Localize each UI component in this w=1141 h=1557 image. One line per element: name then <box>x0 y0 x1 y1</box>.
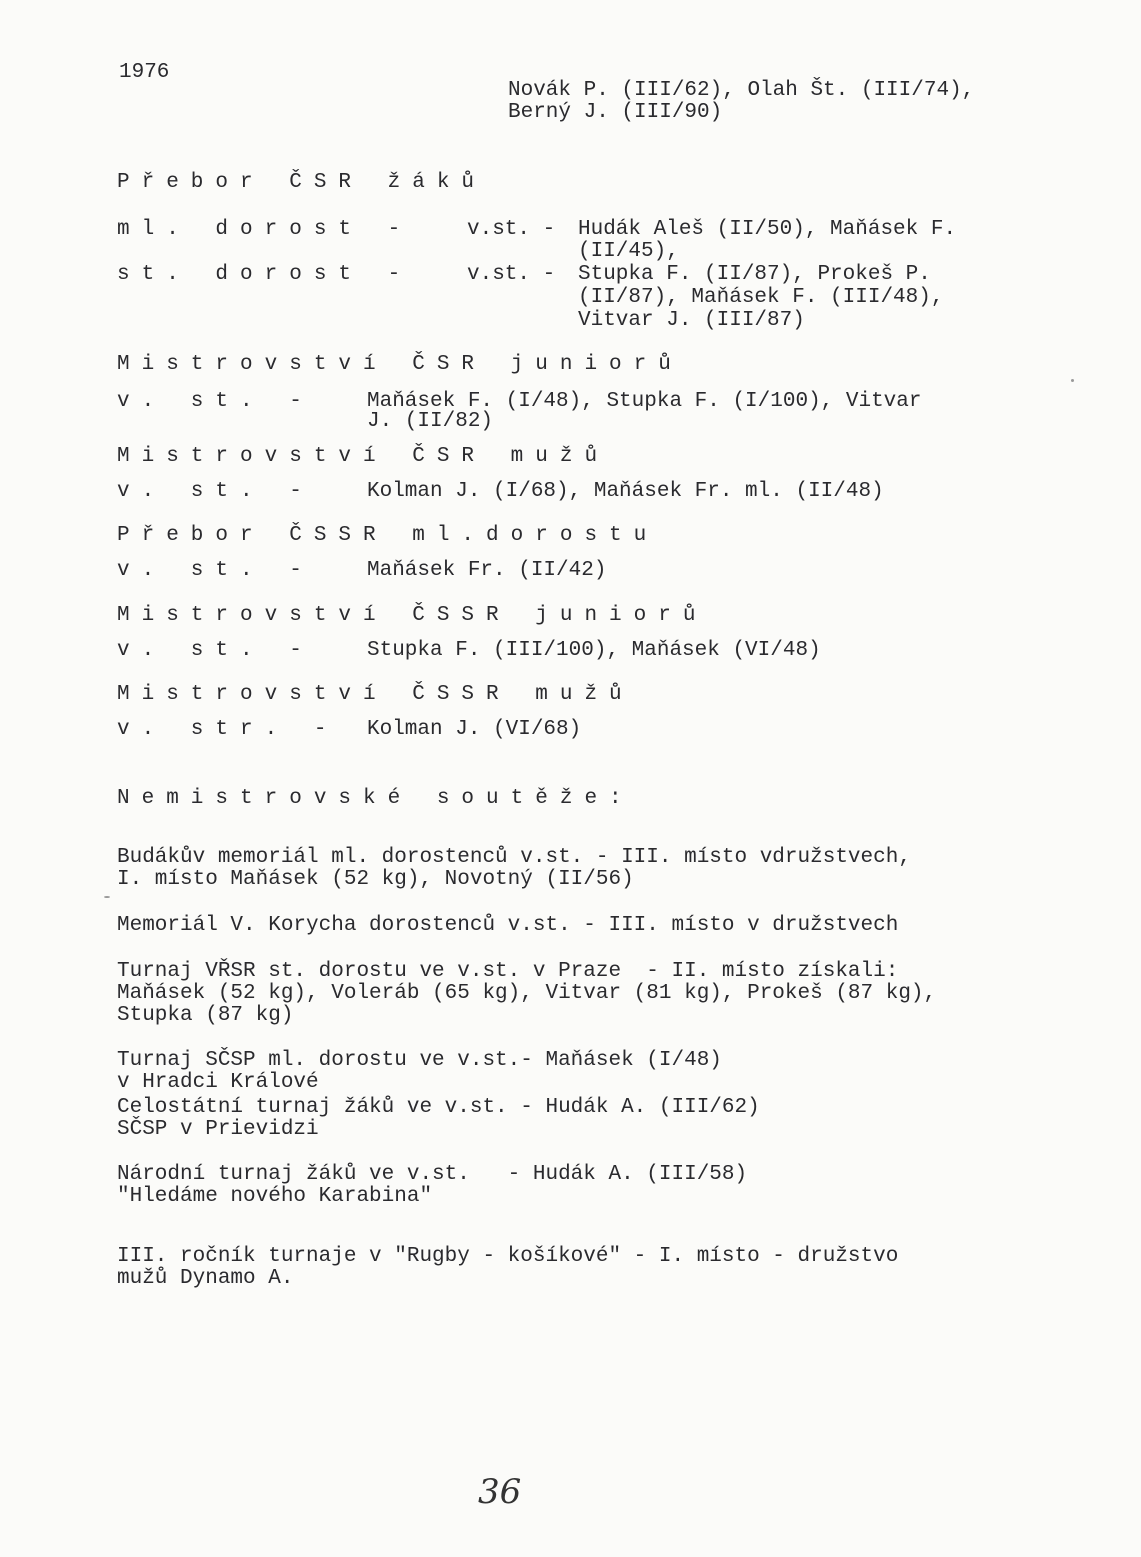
row-line: Maňásek Fr. (II/42) <box>367 559 607 582</box>
row-line: Stupka F. (II/87), Prokeš P. <box>578 263 931 286</box>
top-continuation-line-2: Berný J. (III/90) <box>508 101 723 124</box>
row-line: Stupka F. (III/100), Maňásek (VI/48) <box>367 639 821 662</box>
entry-line: Stupka (87 kg) <box>117 1004 294 1027</box>
entry-line: SČSP v Prievidzi <box>117 1118 319 1141</box>
row-discipline-ml-dorost: v.st. - <box>467 218 556 241</box>
entry-line: "Hledáme nového Karabina" <box>117 1185 433 1208</box>
row-label: v. st. - <box>117 639 314 662</box>
paper-speck <box>104 896 110 898</box>
row-line: (II/45), <box>578 240 679 263</box>
entry-line: Budákův memoriál ml. dorostenců v.st. - III. místo vdružstvech, <box>117 846 911 869</box>
row-label: v. st. - <box>117 559 314 582</box>
entry-line: III. ročník turnaje v "Rugby - košíkové" - I. místo - družstvo <box>117 1245 899 1268</box>
heading-prebor-cssr-ml-dorostu: Přebor ČSSR ml.dorostu <box>117 524 659 547</box>
entry-line: Národní turnaj žáků ve v.st. - Hudák A. (III/58) <box>117 1163 748 1186</box>
row-line: Maňásek F. (I/48), Stupka F. (I/100), Vitvar <box>367 390 922 413</box>
row-line: Kolman J. (I/68), Maňásek Fr. ml. (II/48) <box>367 480 884 503</box>
row-line: J. (II/82) <box>367 410 494 433</box>
row-line: Vitvar J. (III/87) <box>578 309 805 332</box>
row-label: v. st. - <box>117 480 314 503</box>
entry-line: Turnaj VŘSR st. dorostu ve v.st. v Praze - II. místo získali: <box>117 960 899 983</box>
row-label-ml-dorost: ml. dorost - <box>117 218 413 241</box>
row-discipline-st-dorost: v.st. - <box>467 263 556 286</box>
heading-mistrovstvi-csr-junioru: Mistrovství ČSR juniorů <box>117 353 683 376</box>
paper-speck <box>1071 379 1074 382</box>
heading-prebor-csr-zaku: Přebor ČSR žáků <box>117 171 487 194</box>
entry-line: I. místo Maňásek (52 kg), Novotný (II/56) <box>117 868 634 891</box>
page-number: 36 <box>478 1472 522 1512</box>
entry-line: Maňásek (52 kg), Voleráb (65 kg), Vitvar (81 kg), Prokeš (87 kg), <box>117 982 937 1005</box>
entry-line: Memoriál V. Korycha dorostenců v.st. - III. místo v družstvech <box>117 914 899 937</box>
top-continuation-line-1: Novák P. (III/62), Olah Št. (III/74), <box>508 79 975 102</box>
entry-line: Celostátní turnaj žáků ve v.st. - Hudák A. (III/62) <box>117 1096 760 1119</box>
row-line: Hudák Aleš (II/50), Maňásek F. <box>578 218 957 241</box>
row-label: v. st. - <box>117 390 314 413</box>
heading-mistrovstvi-cssr-muzu: Mistrovství ČSSR mužů <box>117 683 634 706</box>
entry-line: Turnaj SČSP ml. dorostu ve v.st.- Maňásek (I/48) <box>117 1049 722 1072</box>
year: 1976 <box>119 61 170 84</box>
heading-mistrovstvi-cssr-junioru: Mistrovství ČSSR juniorů <box>117 604 708 627</box>
row-label-st-dorost: st. dorost - <box>117 263 413 286</box>
entry-line: v Hradci Králové <box>117 1071 319 1094</box>
row-line: (II/87), Maňásek F. (III/48), <box>578 286 944 309</box>
heading-mistrovstvi-csr-muzu: Mistrovství ČSR mužů <box>117 445 610 468</box>
row-label: v. str. - <box>117 718 339 741</box>
heading-nemistrovske-souteze: Nemistrovské soutěže: <box>117 787 634 810</box>
row-line: Kolman J. (VI/68) <box>367 718 582 741</box>
entry-line: mužů Dynamo A. <box>117 1267 294 1290</box>
